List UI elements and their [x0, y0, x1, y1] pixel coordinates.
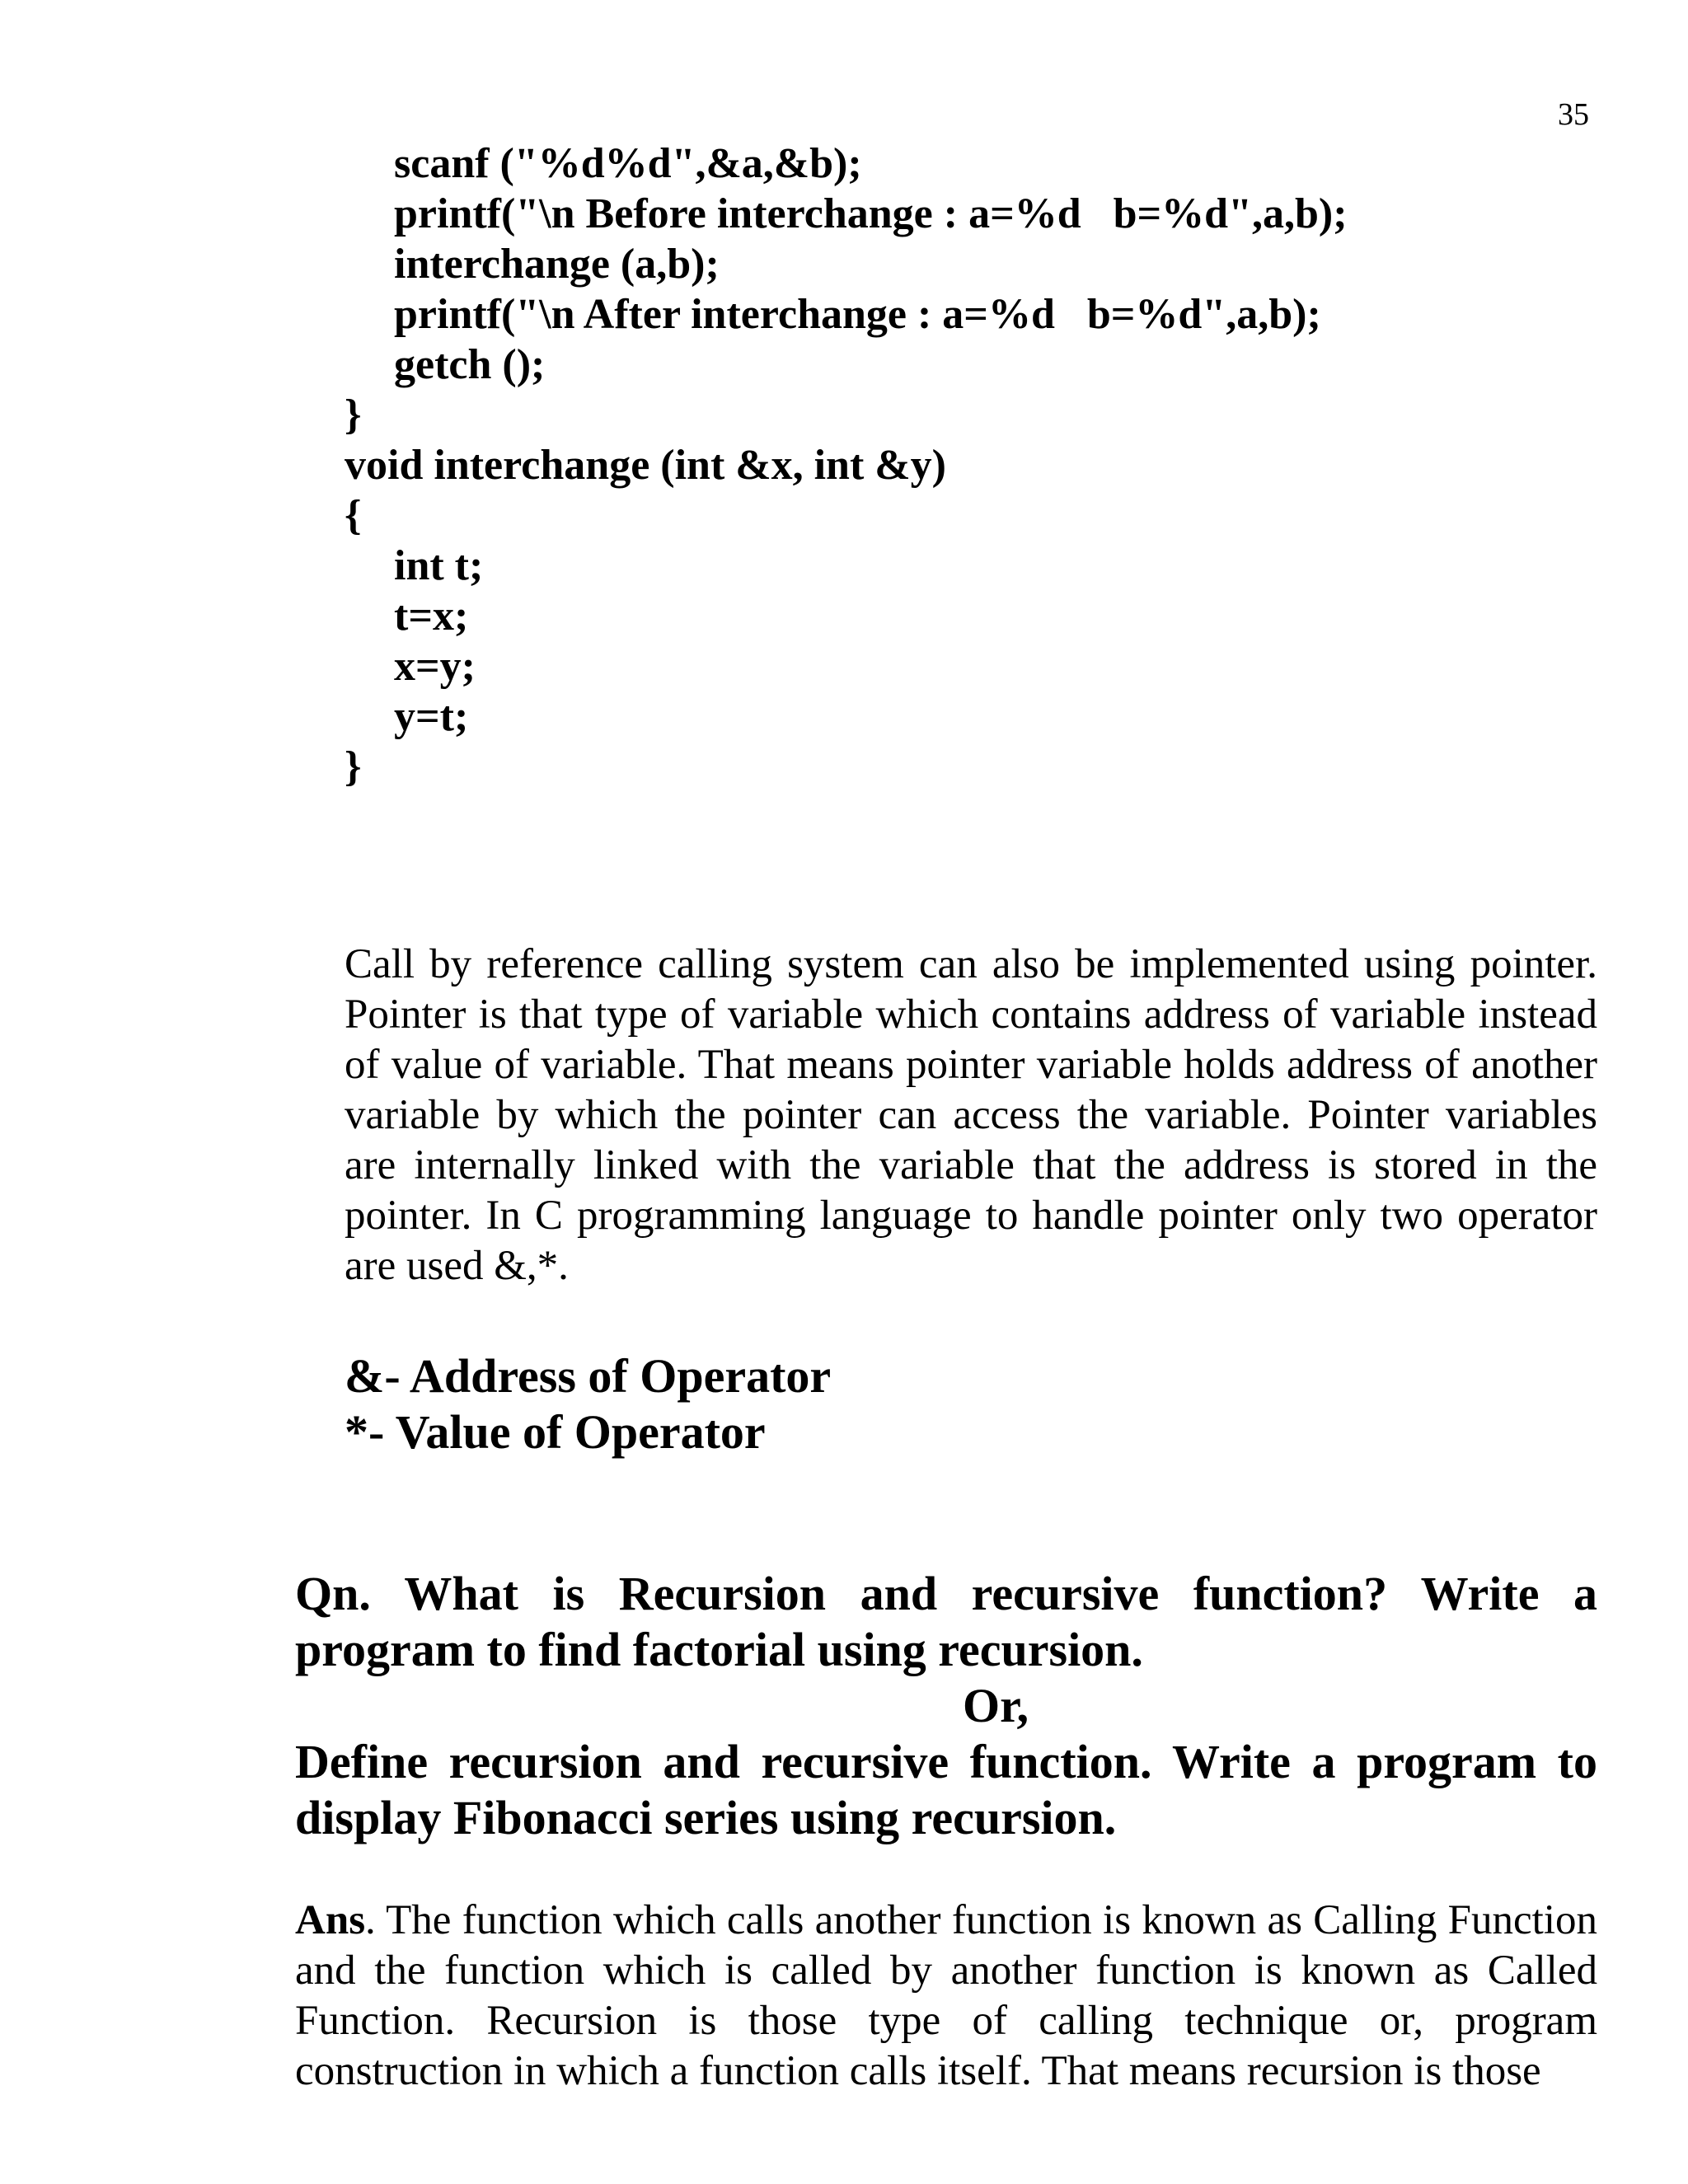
- code-line: printf("\n Before interchange : a=%d b=%d",a,b);: [394, 190, 1348, 237]
- answer-paragraph: [295, 1896, 1597, 2097]
- address-operator-item: &- Address of Operator: [345, 1349, 832, 1403]
- code-line: scanf ("%d%d",&a,&b);: [394, 140, 862, 187]
- code-line: t=x;: [394, 593, 469, 640]
- question-or: Or,: [962, 1679, 1029, 1732]
- question-line-1: Qn. What is Recursion and recursive function? Write a program to find factorial using recursion.: [295, 1567, 1597, 1676]
- code-line: }: [345, 391, 362, 438]
- code-line: }: [345, 743, 362, 790]
- code-block: [345, 138, 1597, 792]
- page-number: 35: [1558, 97, 1589, 132]
- code-line: printf("\n After interchange : a=%d b=%d",a,b);: [394, 291, 1321, 338]
- operator-list: [345, 1348, 1597, 1460]
- code-line: {: [345, 492, 362, 539]
- code-line: int t;: [394, 542, 484, 589]
- code-line: y=t;: [394, 693, 469, 740]
- pointer-paragraph: Call by reference calling system can also be implemented using pointer. Pointer is that type of variable which contains address of variable instead of value of variable. That means pointer variable holds address of another variable by which the pointer can access the variable. Pointer variables are internally linked with the variable that the address is stored in the pointer. In C programming language to handle pointer only two operator are used &,*.: [345, 941, 1597, 1289]
- code-line: void interchange (int &x, int &y): [345, 442, 946, 489]
- question-heading: [295, 1566, 1597, 1846]
- code-line: interchange (a,b);: [394, 241, 720, 288]
- question-line-2: Define recursion and recursive function. Write a program to display Fibonacci series using recursion.: [295, 1735, 1597, 1844]
- answer-label: Ans: [295, 1897, 366, 1943]
- value-operator-item: *- Value of Operator: [345, 1405, 766, 1459]
- code-line: x=y;: [394, 643, 476, 690]
- code-line: getch ();: [394, 341, 546, 388]
- answer-text: . The function which calls another function is known as Calling Function and the function which is called by another function is known as Called Function. Recursion is those type of calling technique or, program construction in which a function calls itself. That means recursion is those: [295, 1897, 1597, 2094]
